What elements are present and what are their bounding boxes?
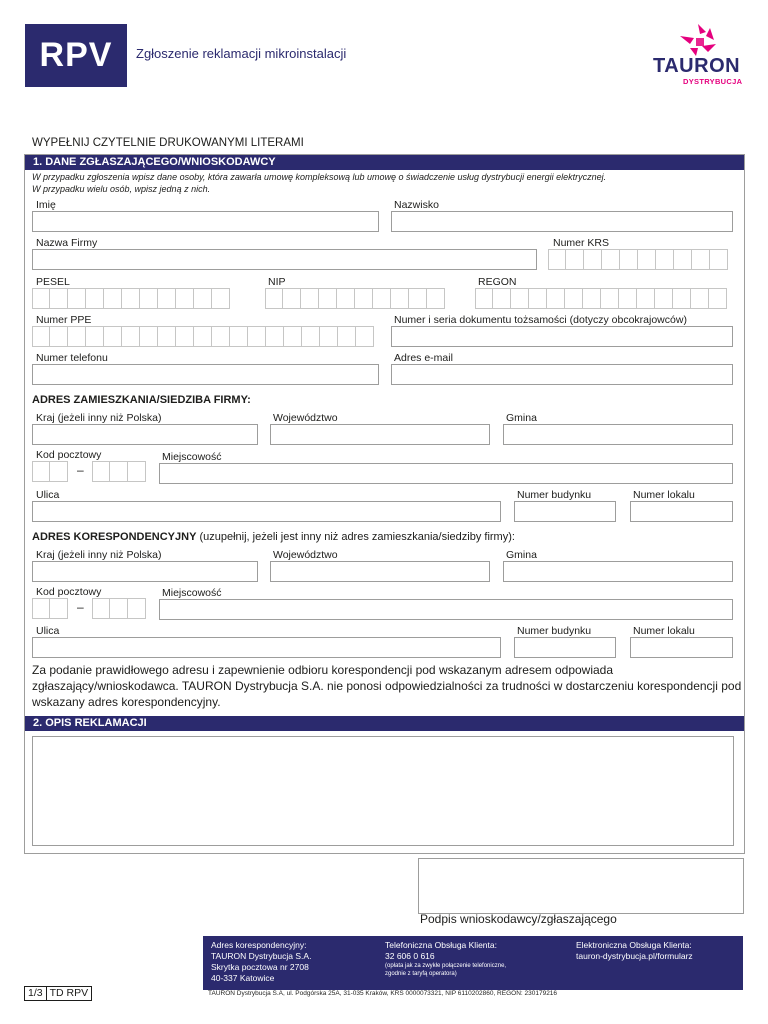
- last-name-label: Nazwisko: [394, 199, 439, 211]
- footer-address-box: Skrytka pocztowa nr 2708: [211, 962, 309, 972]
- apartment-number-field[interactable]: [630, 501, 733, 522]
- footer-phone-note-2: zgodnie z taryfą operatora): [385, 971, 457, 977]
- logo-wordmark: TAURON: [653, 55, 741, 77]
- corr-postal-code-dash: –: [77, 600, 84, 614]
- commune-field[interactable]: [503, 424, 733, 445]
- ppe-cells[interactable]: [32, 326, 374, 347]
- pesel-cells[interactable]: [32, 288, 230, 309]
- krs-label: Numer KRS: [553, 237, 610, 249]
- corr-commune-field[interactable]: [503, 561, 733, 582]
- contact-footer: [203, 936, 743, 990]
- section-1-note-2: W przypadku wielu osób, wpisz jedną z nich.: [32, 184, 211, 194]
- form-code-badge: RPV: [25, 24, 127, 87]
- footer-address-column: [211, 940, 311, 984]
- nip-cells[interactable]: [265, 288, 445, 309]
- street-field[interactable]: [32, 501, 501, 522]
- footer-online-url[interactable]: tauron-dystrybucja.pl/formularz: [576, 951, 693, 961]
- nip-label: NIP: [268, 276, 286, 288]
- pesel-label: PESEL: [36, 276, 70, 288]
- corr-street-field[interactable]: [32, 637, 501, 658]
- voivodeship-label: Województwo: [273, 412, 338, 424]
- document-title: Zgłoszenie reklamacji mikroinstalacji: [136, 46, 347, 61]
- apartment-number-label: Numer lokalu: [633, 489, 695, 501]
- form-code: TD RPV: [47, 986, 93, 1001]
- complaint-description-field[interactable]: [32, 736, 734, 846]
- footer-address-city: 40-337 Katowice: [211, 973, 275, 983]
- voivodeship-field[interactable]: [270, 424, 490, 445]
- corr-postal-code-suffix-cells[interactable]: [92, 598, 146, 619]
- id-document-field[interactable]: [391, 326, 733, 347]
- corr-commune-label: Gmina: [506, 549, 537, 561]
- corr-apartment-number-field[interactable]: [630, 637, 733, 658]
- corr-voivodeship-field[interactable]: [270, 561, 490, 582]
- first-name-field[interactable]: [32, 211, 379, 232]
- company-name-label: Nazwa Firmy: [36, 237, 98, 249]
- corr-city-label: Miejscowość: [162, 587, 222, 599]
- footer-phone-title: Telefoniczna Obsługa Klienta:: [385, 940, 497, 950]
- tauron-logo: [650, 22, 745, 92]
- corr-postal-code-label: Kod pocztowy: [36, 586, 102, 598]
- country-label: Kraj (jeżeli inny niż Polska): [36, 412, 162, 424]
- building-number-label: Numer budynku: [517, 489, 592, 501]
- phone-field[interactable]: [32, 364, 379, 385]
- corr-street-label: Ulica: [36, 625, 60, 637]
- correspondence-address-heading: [32, 531, 515, 543]
- corr-apartment-number-label: Numer lokalu: [633, 625, 695, 637]
- footer-online-column: [576, 940, 693, 962]
- building-number-field[interactable]: [514, 501, 616, 522]
- logo-subtitle: DYSTRYBUCJA: [683, 77, 743, 86]
- corr-building-number-label: Numer budynku: [517, 625, 592, 637]
- corr-country-label: Kraj (jeżeli inny niż Polska): [36, 549, 162, 561]
- signature-field[interactable]: [418, 858, 744, 914]
- ppe-label: Numer PPE: [36, 314, 92, 326]
- company-name-field[interactable]: [32, 249, 537, 270]
- city-field[interactable]: [159, 463, 733, 484]
- regon-label: REGON: [478, 276, 517, 288]
- postal-code-suffix-cells[interactable]: [92, 461, 146, 482]
- country-field[interactable]: [32, 424, 258, 445]
- page-indicator: [24, 986, 92, 1001]
- fill-instruction: WYPEŁNIJ CZYTELNIE DRUKOWANYMI LITERAMI: [32, 137, 304, 149]
- footer-phone-note-1: (opłata jak za zwykłe połączenie telefoniczne,: [385, 963, 507, 969]
- section-2-header: 2. OPIS REKLAMACJI: [25, 716, 744, 731]
- last-name-field[interactable]: [391, 211, 733, 232]
- postal-code-dash: –: [77, 463, 84, 477]
- regon-cells[interactable]: [475, 288, 727, 309]
- id-document-label: Numer i seria dokumentu tożsamości (dotyczy obcokrajowców): [394, 314, 687, 326]
- email-label: Adres e-mail: [394, 352, 453, 364]
- city-label: Miejscowość: [162, 451, 222, 463]
- corr-country-field[interactable]: [32, 561, 258, 582]
- footer-phone-number[interactable]: 32 606 0 616: [385, 951, 435, 961]
- corr-voivodeship-label: Województwo: [273, 549, 338, 561]
- company-legal-info: TAURON Dystrybucja S.A, ul. Podgórska 25A, 31-035 Kraków, KRS 0000073321, NIP 6110202860, REGON: 230179216: [208, 990, 558, 997]
- phone-label: Numer telefonu: [36, 352, 108, 364]
- corr-building-number-field[interactable]: [514, 637, 616, 658]
- footer-phone-column: [385, 940, 506, 978]
- postal-code-prefix-cells[interactable]: [32, 461, 68, 482]
- postal-code-label: Kod pocztowy: [36, 449, 102, 461]
- first-name-label: Imię: [36, 199, 56, 211]
- footer-address-company: TAURON Dystrybucja S.A.: [211, 951, 312, 961]
- footer-online-title: Elektroniczna Obsługa Klienta:: [576, 940, 692, 950]
- commune-label: Gmina: [506, 412, 537, 424]
- email-field[interactable]: [391, 364, 733, 385]
- tauron-star-icon: [650, 22, 745, 58]
- section-1-header: 1. DANE ZGŁASZAJĄCEGO/WNIOSKODAWCY: [25, 155, 744, 170]
- corr-postal-code-prefix-cells[interactable]: [32, 598, 68, 619]
- correspondence-heading-bold: ADRES KORESPONDENCYJNY: [32, 531, 197, 543]
- street-label: Ulica: [36, 489, 60, 501]
- krs-cells[interactable]: [548, 249, 728, 270]
- section-1-note-1: W przypadku zgłoszenia wpisz dane osoby, która zawarła umowę kompleksową lub umowę o świadczenie usług dystrybucji energii elektrycznej.: [32, 172, 607, 182]
- residence-address-heading: ADRES ZAMIESZKANIA/SIEDZIBA FIRMY:: [32, 394, 251, 406]
- corr-city-field[interactable]: [159, 599, 733, 620]
- signature-label: Podpis wnioskodawcy/zgłaszającego: [420, 912, 617, 926]
- page-number: 1/3: [24, 986, 47, 1001]
- address-responsibility-notice: Za podanie prawidłowego adresu i zapewnienie odbioru korespondencji pod wskazanym adresem odpowiada zgłaszający/wnioskodawca. TAURON Dystrybucja S.A. nie ponosi odpowiedzialności za trudności w dostarczeniu korespondencji pod wskazany adres korespondencyjny.: [32, 663, 742, 709]
- correspondence-heading-note: (uzupełnij, jeżeli jest inny niż adres zamieszkania/siedziby firmy):: [196, 531, 515, 543]
- footer-address-title: Adres korespondencyjny:: [211, 940, 307, 950]
